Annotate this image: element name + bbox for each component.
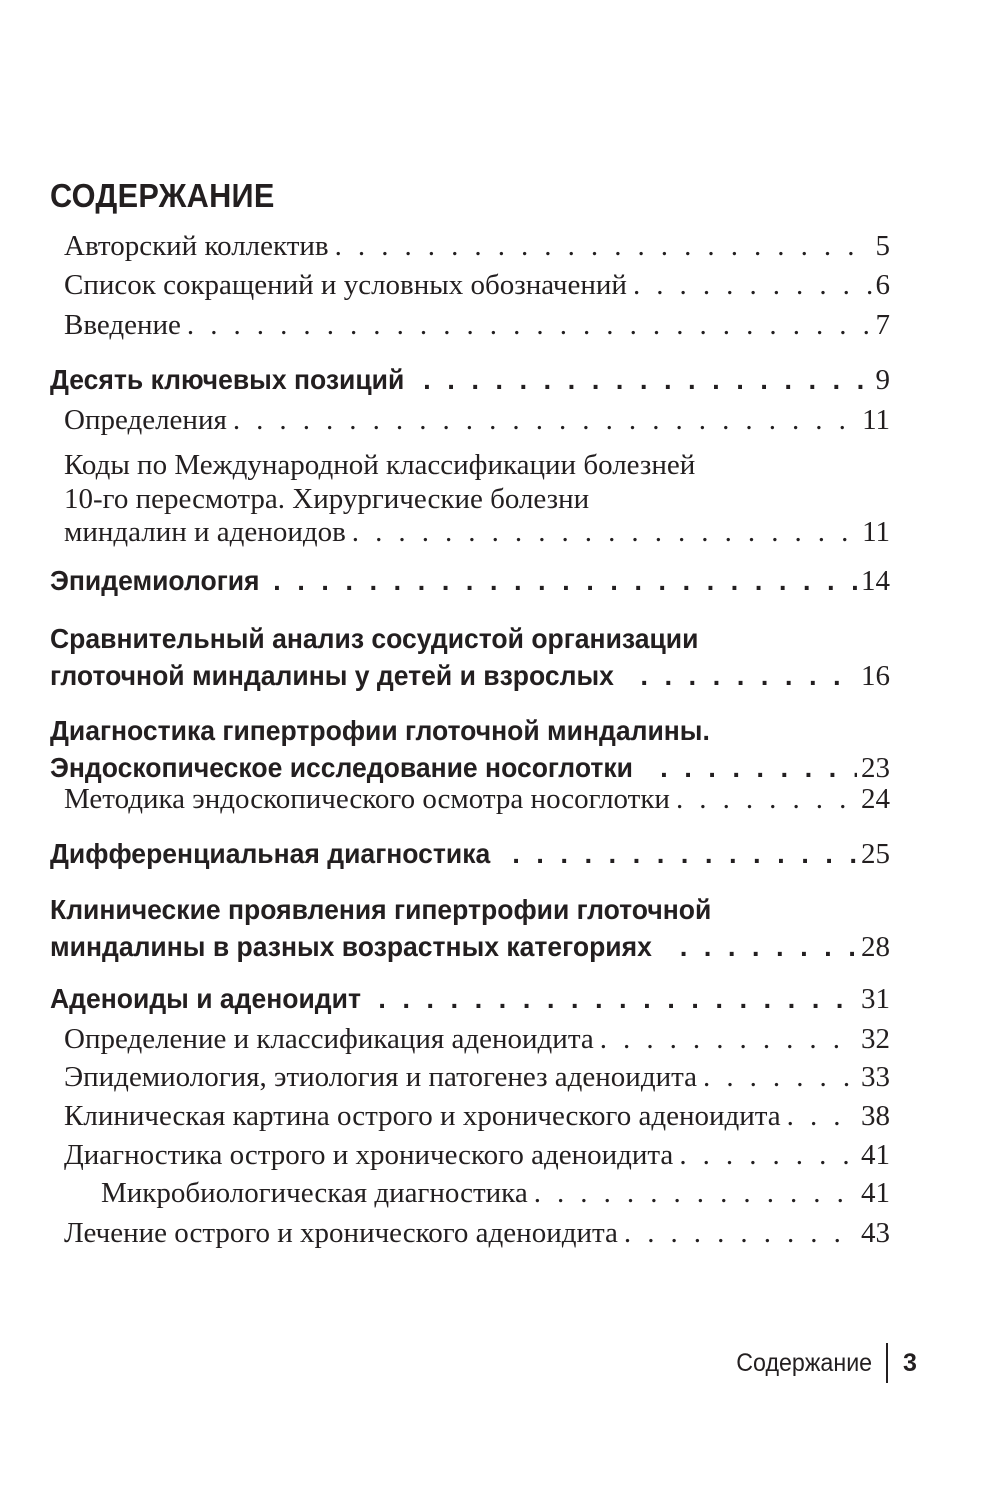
dot-leader — [633, 266, 872, 304]
toc-entry-title: Коды по Международной классификации болезней — [64, 449, 696, 481]
toc-entry[interactable] — [0, 1058, 1000, 1096]
toc-entry[interactable] — [0, 401, 1000, 439]
toc-page-number: 11 — [862, 404, 890, 436]
toc-entry-title: миндалины в разных возрастных категориях — [50, 931, 652, 962]
toc-entry[interactable] — [0, 1136, 1000, 1174]
running-footer — [0, 1343, 1000, 1383]
toc-page-number: 41 — [861, 1139, 890, 1171]
toc-entry-title: Определения — [64, 404, 227, 436]
toc-entry-title: Клинические проявления гипертрофии глоточной — [50, 894, 712, 925]
dot-leader — [703, 1058, 857, 1096]
toc-page-number: 11 — [862, 516, 890, 548]
toc-entry-title: Микробиологическая диагностика — [101, 1177, 528, 1209]
footer-page-number: 3 — [903, 1349, 917, 1377]
toc-entry[interactable] — [0, 620, 1000, 695]
footer-divider — [886, 1343, 888, 1383]
footer-section-label: Содержание — [736, 1349, 872, 1377]
toc-entry-title: Аденоиды и аденоидит — [50, 983, 361, 1014]
toc-entry[interactable] — [0, 891, 1000, 966]
toc-entry[interactable] — [0, 1214, 1000, 1252]
toc-entry-title: Список сокращений и условных обозначений — [64, 269, 627, 301]
toc-page-number: 32 — [861, 1023, 890, 1055]
toc-entry-title: глоточной миндалины у детей и взрослых — [50, 660, 614, 691]
toc-entry[interactable] — [0, 980, 1000, 1018]
dot-leader — [680, 928, 857, 966]
dot-leader — [423, 361, 871, 399]
toc-entry-title: Дифференциальная диагностика — [50, 838, 491, 869]
dot-leader — [679, 1136, 857, 1174]
toc-entry[interactable] — [0, 1020, 1000, 1058]
toc-entry-title: Определение и классификация аденоидита — [64, 1023, 594, 1055]
toc-page-number: 24 — [861, 783, 890, 815]
toc-entry[interactable] — [0, 835, 1000, 873]
dot-leader — [352, 513, 858, 551]
toc-entry[interactable] — [0, 306, 1000, 344]
toc-page-number: 16 — [861, 660, 890, 692]
toc-entry-title: Эпидемиология — [50, 565, 260, 596]
toc-entry[interactable] — [0, 1097, 1000, 1135]
toc-entry-title: миндалин и аденоидов — [64, 516, 346, 548]
dot-leader — [787, 1097, 857, 1135]
toc-page-number: 41 — [861, 1177, 890, 1209]
toc-entry-title: 10-го пересмотра. Хирургические болезни — [64, 482, 590, 515]
toc-page-number: 5 — [875, 230, 890, 262]
toc-entry[interactable] — [0, 361, 1000, 399]
toc-page-number: 33 — [861, 1061, 890, 1093]
dot-leader — [273, 562, 857, 600]
toc-page-number: 7 — [875, 309, 890, 341]
toc-page-number: 6 — [875, 269, 890, 301]
toc-page-number: 9 — [875, 364, 890, 396]
dot-leader — [600, 1020, 857, 1058]
toc-entry-title: Сравнительный анализ сосудистой организации — [50, 623, 699, 654]
dot-leader — [378, 980, 857, 1018]
dot-leader — [233, 401, 858, 439]
toc-page-number: 31 — [861, 983, 890, 1015]
dot-leader — [624, 1214, 857, 1252]
dot-leader — [640, 657, 857, 695]
toc-entry[interactable] — [0, 266, 1000, 304]
toc-entry-title: Диагностика гипертрофии глоточной миндалины. — [50, 715, 710, 746]
toc-entry-title: Введение — [64, 309, 181, 341]
toc-entry[interactable] — [0, 780, 1000, 818]
toc-entry-title: Эндоскопическое исследование носоглотки — [50, 752, 633, 783]
toc-entry-title: Клиническая картина острого и хронического аденоидита — [64, 1100, 781, 1132]
dot-leader — [187, 306, 872, 344]
toc-page-number: 28 — [861, 931, 890, 963]
dot-leader — [676, 780, 857, 818]
dot-leader — [335, 227, 872, 265]
toc-entry-title: Десять ключевых позиций — [50, 364, 405, 395]
toc-entry-title: Авторский коллектив — [64, 230, 329, 262]
dot-leader — [512, 835, 857, 873]
toc-entry[interactable] — [0, 446, 1000, 551]
toc-entry[interactable] — [0, 562, 1000, 600]
toc-entry-title: Методика эндоскопического осмотра носоглотки — [64, 783, 670, 815]
toc-entry-title: Лечение острого и хронического аденоидита — [64, 1217, 618, 1249]
dot-leader — [534, 1174, 857, 1212]
page-title: СОДЕРЖАНИЕ — [50, 177, 275, 214]
toc-page-number: 14 — [861, 565, 890, 597]
toc-entry-title: Диагностика острого и хронического аденоидита — [64, 1139, 674, 1171]
toc-entry[interactable] — [0, 227, 1000, 265]
toc-entry[interactable] — [0, 1174, 1000, 1212]
toc-page-number: 23 — [861, 752, 890, 784]
toc-page-number: 43 — [861, 1217, 890, 1249]
toc-page-number: 25 — [861, 838, 890, 870]
toc-entry-title: Эпидемиология, этиология и патогенез аденоидита — [64, 1061, 698, 1093]
toc-page-number: 38 — [861, 1100, 890, 1132]
toc-entry[interactable] — [0, 712, 1000, 787]
